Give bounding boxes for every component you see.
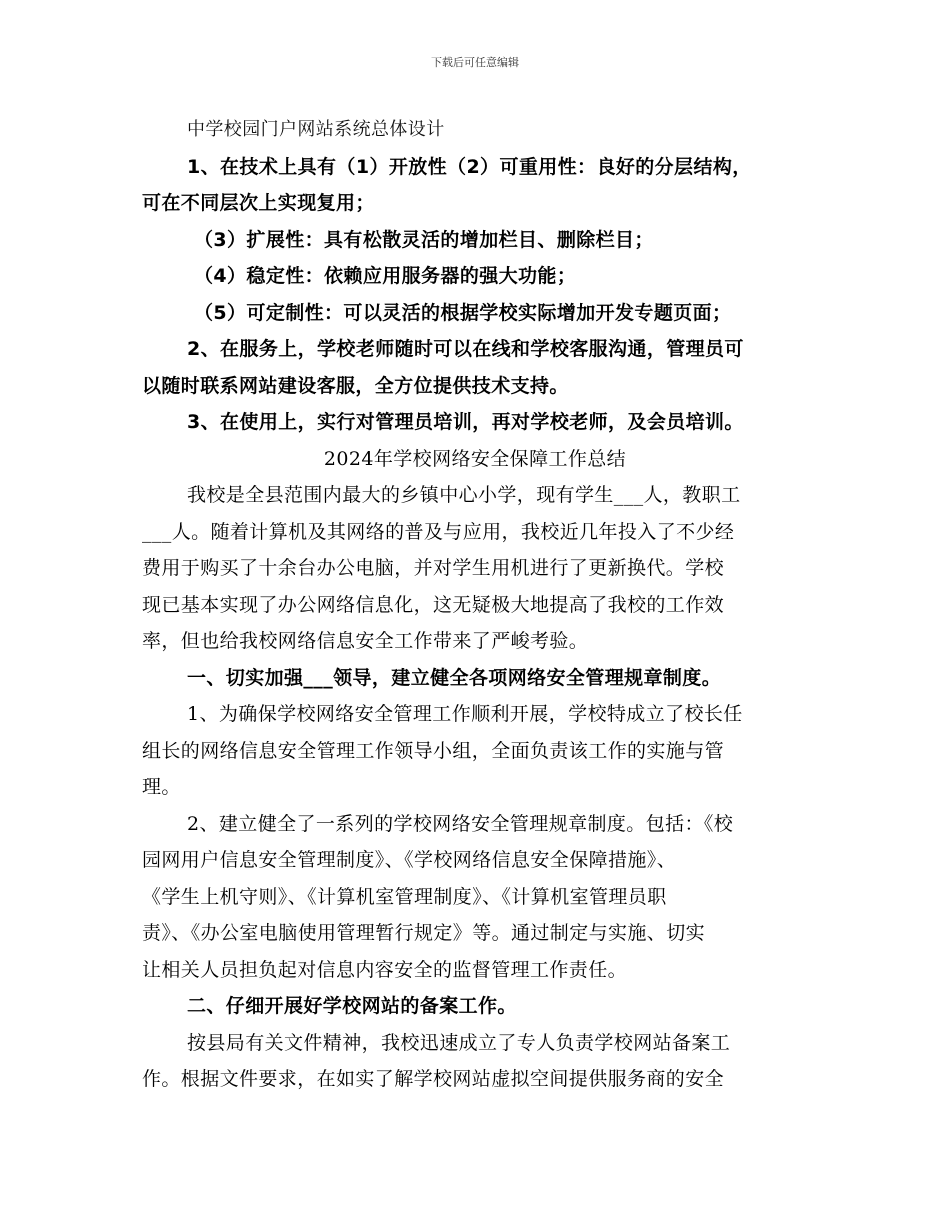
doc-line: 一、切实加强___领导，建立健全各项网络安全管理规章制度。: [187, 666, 722, 689]
doc-line: 让相关人员担负起对信息内容安全的监督管理工作责任。: [142, 958, 628, 981]
doc-line: 3、在使用上，实行对管理员培训，再对学校老师，及会员培训。: [187, 411, 744, 433]
doc-line: 费用于购买了十余台办公电脑，并对学生用机进行了更新换代。学校: [142, 557, 725, 579]
doc-line: （3）扩展性：具有松散灵活的增加栏目、删除栏目；: [194, 228, 654, 251]
doc-line: 《学生上机守则》、《计算机室管理制度》、《计算机室管理员职: [142, 885, 667, 908]
doc-line: 率，但也给我校网络信息安全工作带来了严峻考验。: [142, 630, 589, 652]
doc-line: 以随时联系网站建设客服，全方位提供技术支持。: [142, 374, 569, 397]
page-header: 下载后可任意编辑: [431, 56, 519, 69]
doc-line: （4）稳定性：依赖应用服务器的强大功能；: [194, 265, 577, 287]
doc-line: 组长的网络信息安全管理工作领导小组，全面负责该工作的实施与管: [142, 739, 725, 762]
doc-line: 作。根据文件要求，在如实了解学校网站虚拟空间提供服务商的安全: [142, 1068, 725, 1090]
doc-line: 现已基本实现了办公网络信息化，这无疑极大地提高了我校的工作效: [142, 593, 725, 616]
doc-line: 2024年学校网络安全保障工作总结: [323, 447, 627, 470]
doc-line: （5）可定制性：可以灵活的根据学校实际增加开发专题页面；: [194, 301, 732, 324]
doc-line: 中学校园门户网站系统总体设计: [187, 119, 445, 140]
doc-line: 1、在技术上具有（1）开放性（2）可重用性：良好的分层结构，: [187, 155, 752, 178]
doc-line: 园网用户信息安全管理制度》、《学校网络信息安全保障措施》、: [142, 849, 677, 871]
doc-line: 二、仔细开展好学校网站的备案工作。: [187, 995, 517, 1017]
doc-line: 我校是全县范围内最大的乡镇中心小学，现有学生___人，教职工: [187, 484, 741, 506]
doc-line: 2、在服务上，学校老师随时可以在线和学校客服沟通，管理员可: [187, 338, 744, 360]
doc-line: 2、建立健全了一系列的学校网络安全管理规章制度。包括：《校: [187, 812, 734, 835]
doc-line: ___人。随着计算机及其网络的普及与应用，我校近几年投入了不少经: [142, 520, 735, 543]
doc-line: 1、为确保学校网络安全管理工作顺利开展，学校特成立了校长任: [187, 703, 743, 725]
document-body: [142, 112, 808, 1098]
doc-line: 按县局有关文件精神，我校迅速成立了专人负责学校网站备案工: [187, 1031, 731, 1054]
doc-line: 责》、《办公室电脑使用管理暂行规定》等。通过制定与实施、切实: [142, 922, 706, 944]
doc-line: 理。: [142, 776, 181, 798]
doc-line: 可在不同层次上实现复用；: [142, 192, 375, 214]
